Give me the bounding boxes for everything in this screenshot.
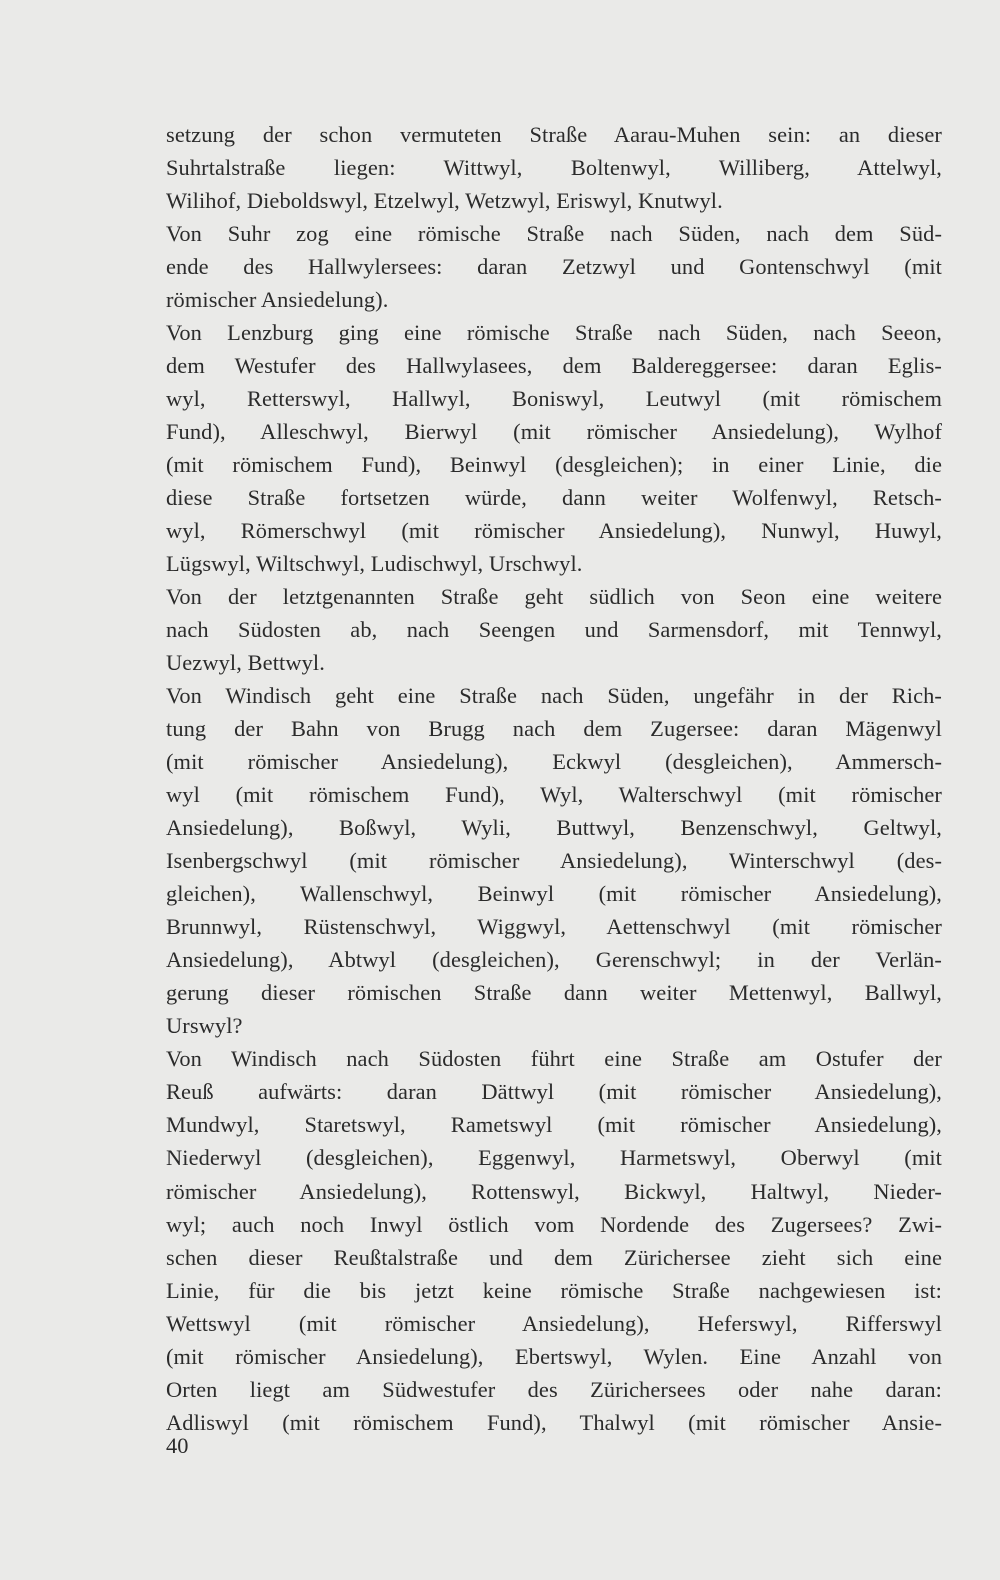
text-line: Linie, für die bis jetzt keine römische Straße nachgewiesen ist:: [166, 1277, 942, 1303]
text-line: Niederwyl (desgleichen), Eggenwyl, Harmetswyl, Oberwyl (mit: [166, 1145, 942, 1171]
text-line: (mit römischem Fund), Beinwyl (desgleichen); in einer Linie, die: [166, 452, 942, 478]
text-line: römischer Ansiedelung), Rottenswyl, Bickwyl, Haltwyl, Nieder-: [166, 1178, 942, 1204]
text-line: Wilihof, Dieboldswyl, Etzelwyl, Wetzwyl, Eriswyl, Knutwyl.: [166, 188, 723, 214]
text-line: (mit römischer Ansiedelung), Ebertswyl, Wylen. Eine Anzahl von: [166, 1343, 942, 1369]
text-line: schen dieser Reußtalstraße und dem Zürichersee zieht sich eine: [166, 1244, 942, 1270]
text-line: wyl; auch noch Inwyl östlich vom Nordende des Zugersees? Zwi-: [166, 1211, 942, 1237]
text-line: diese Straße fortsetzen würde, dann weiter Wolfenwyl, Retsch-: [166, 485, 942, 511]
text-line: (mit römischer Ansiedelung), Eckwyl (desgleichen), Ammersch-: [166, 749, 942, 775]
text-line: Reuß aufwärts: daran Dättwyl (mit römischer Ansiedelung),: [166, 1079, 942, 1105]
text-line: tung der Bahn von Brugg nach dem Zugersee: daran Mägenwyl: [166, 716, 942, 742]
text-line: nach Südosten ab, nach Seengen und Sarmensdorf, mit Tennwyl,: [166, 617, 942, 643]
text-line: römischer Ansiedelung).: [166, 287, 389, 313]
text-line: Orten liegt am Südwestufer des Zürichersees oder nahe daran:: [166, 1376, 942, 1402]
text-line: Von der letztgenannten Straße geht südlich von Seon eine weitere: [166, 584, 942, 610]
text-line: Suhrtalstraße liegen: Wittwyl, Boltenwyl, Williberg, Attelwyl,: [166, 155, 942, 181]
text-line: ende des Hallwylersees: daran Zetzwyl und Gontenschwyl (mit: [166, 254, 942, 280]
text-line: gerung dieser römischen Straße dann weiter Mettenwyl, Ballwyl,: [166, 980, 942, 1006]
text-line: wyl (mit römischem Fund), Wyl, Walterschwyl (mit römischer: [166, 782, 942, 808]
text-line: Brunnwyl, Rüstenschwyl, Wiggwyl, Aettenschwyl (mit römischer: [166, 914, 942, 940]
text-line: Adliswyl (mit römischem Fund), Thalwyl (mit römischer Ansie-: [166, 1409, 942, 1435]
page-number: 40: [166, 1433, 189, 1458]
text-line: Mundwyl, Staretswyl, Rametswyl (mit römischer Ansiedelung),: [166, 1112, 942, 1138]
text-line: dem Westufer des Hallwylasees, dem Baldereggersee: daran Eglis-: [166, 353, 942, 379]
text-line: Ansiedelung), Boßwyl, Wyli, Buttwyl, Benzenschwyl, Geltwyl,: [166, 815, 942, 841]
text-line: Von Lenzburg ging eine römische Straße nach Süden, nach Seeon,: [166, 320, 942, 346]
text-line: setzung der schon vermuteten Straße Aarau-Muhen sein: an dieser: [166, 122, 942, 147]
text-line: wyl, Retterswyl, Hallwyl, Boniswyl, Leutwyl (mit römischem: [166, 386, 942, 412]
text-line: wyl, Römerschwyl (mit römischer Ansiedelung), Nunwyl, Huwyl,: [166, 518, 942, 544]
text-line: Wettswyl (mit römischer Ansiedelung), Heferswyl, Rifferswyl: [166, 1310, 942, 1336]
text-line: Ansiedelung), Abtwyl (desgleichen), Gerenschwyl; in der Verlän-: [166, 947, 942, 973]
body-text: [166, 118, 942, 1439]
text-line: Fund), Alleschwyl, Bierwyl (mit römischer Ansiedelung), Wylhof: [166, 419, 942, 445]
text-line: Uezwyl, Bettwyl.: [166, 650, 325, 676]
text-line: Von Suhr zog eine römische Straße nach Süden, nach dem Süd-: [166, 221, 942, 247]
text-line: Lügswyl, Wiltschwyl, Ludischwyl, Urschwyl.: [166, 551, 583, 577]
text-line: Isenbergschwyl (mit römischer Ansiedelung), Winterschwyl (des-: [166, 848, 942, 874]
text-line: Von Windisch geht eine Straße nach Süden, ungefähr in der Rich-: [166, 683, 942, 709]
text-line: gleichen), Wallenschwyl, Beinwyl (mit römischer Ansiedelung),: [166, 881, 942, 907]
text-line: Von Windisch nach Südosten führt eine Straße am Ostufer der: [166, 1046, 942, 1072]
text-line: Urswyl?: [166, 1013, 243, 1039]
